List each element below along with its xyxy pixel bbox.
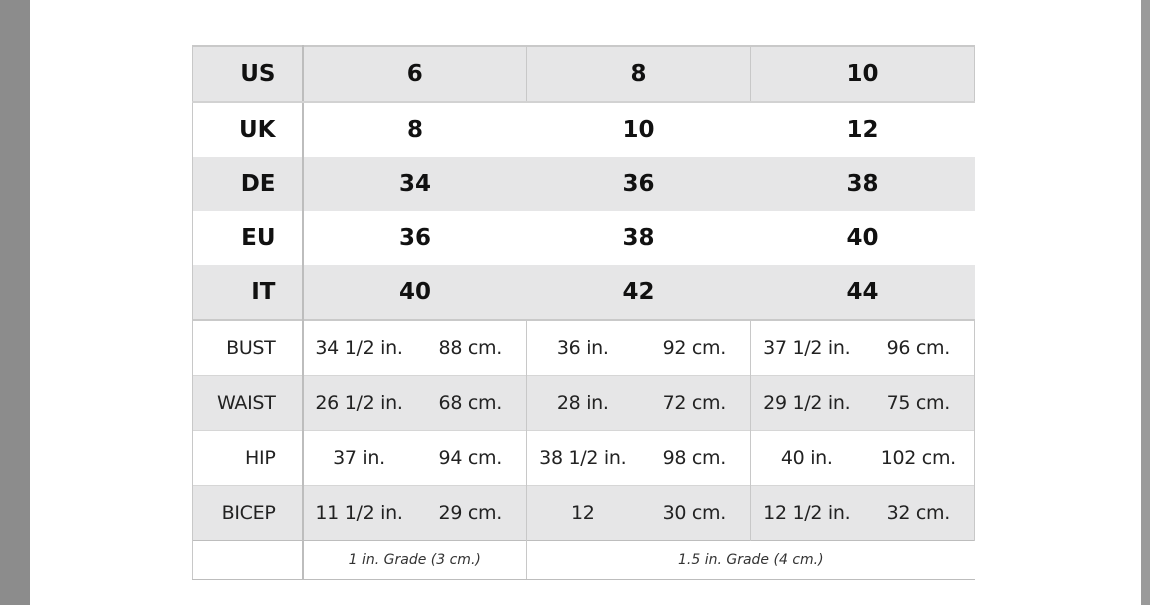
row-label: WAIST <box>193 376 303 431</box>
size-cell: 12 <box>751 102 975 157</box>
size-cell: 10 <box>751 46 975 102</box>
size-row-de <box>193 157 975 211</box>
measurement-cell: 26 1/2 in. <box>303 376 415 431</box>
document-page <box>30 0 1141 605</box>
row-label: BUST <box>193 320 303 376</box>
measurement-cell: 88 cm. <box>415 320 527 376</box>
size-cell: 40 <box>303 265 527 320</box>
size-row-us <box>193 46 975 102</box>
size-cell: 36 <box>527 157 751 211</box>
grade-note: 1 in. Grade (3 cm.) <box>303 541 527 580</box>
size-row-uk <box>193 102 975 157</box>
size-cell: 6 <box>303 46 527 102</box>
measurement-cell: 38 1/2 in. <box>527 431 639 486</box>
grade-row-label <box>193 541 303 580</box>
row-label: EU <box>193 211 303 265</box>
row-label: IT <box>193 265 303 320</box>
measurement-row-bicep <box>193 486 975 541</box>
size-cell: 44 <box>751 265 975 320</box>
row-label: DE <box>193 157 303 211</box>
measurement-cell: 36 in. <box>527 320 639 376</box>
size-cell: 42 <box>527 265 751 320</box>
size-cell: 40 <box>751 211 975 265</box>
grade-note: 1.5 in. Grade (4 cm.) <box>527 541 975 580</box>
measurement-cell: 75 cm. <box>863 376 975 431</box>
size-cell: 34 <box>303 157 527 211</box>
measurement-cell: 37 in. <box>303 431 415 486</box>
measurement-cell: 32 cm. <box>863 486 975 541</box>
grade-row <box>193 541 975 580</box>
measurement-cell: 68 cm. <box>415 376 527 431</box>
measurement-cell: 29 cm. <box>415 486 527 541</box>
measurement-cell: 98 cm. <box>639 431 751 486</box>
row-label: HIP <box>193 431 303 486</box>
measurement-cell: 28 in. <box>527 376 639 431</box>
size-cell: 8 <box>303 102 527 157</box>
size-cell: 10 <box>527 102 751 157</box>
size-cell: 38 <box>751 157 975 211</box>
measurement-cell: 102 cm. <box>863 431 975 486</box>
measurement-cell: 92 cm. <box>639 320 751 376</box>
measurement-cell: 96 cm. <box>863 320 975 376</box>
size-cell: 8 <box>527 46 751 102</box>
measurement-cell: 34 1/2 in. <box>303 320 415 376</box>
measurement-row-waist <box>193 376 975 431</box>
size-row-eu <box>193 211 975 265</box>
size-cell: 38 <box>527 211 751 265</box>
measurement-cell: 72 cm. <box>639 376 751 431</box>
measurement-cell: 37 1/2 in. <box>751 320 863 376</box>
measurement-cell: 40 in. <box>751 431 863 486</box>
size-cell: 36 <box>303 211 527 265</box>
measurement-row-bust <box>193 320 975 376</box>
measurement-cell: 11 1/2 in. <box>303 486 415 541</box>
measurement-cell: 29 1/2 in. <box>751 376 863 431</box>
size-chart-table <box>192 45 975 580</box>
measurement-cell: 94 cm. <box>415 431 527 486</box>
row-label: BICEP <box>193 486 303 541</box>
scrollbar-gutter <box>1141 0 1150 605</box>
row-label: UK <box>193 102 303 157</box>
measurement-cell: 12 <box>527 486 639 541</box>
measurement-cell: 30 cm. <box>639 486 751 541</box>
row-label: US <box>193 46 303 102</box>
measurement-row-hip <box>193 431 975 486</box>
size-row-it <box>193 265 975 320</box>
measurement-cell: 12 1/2 in. <box>751 486 863 541</box>
